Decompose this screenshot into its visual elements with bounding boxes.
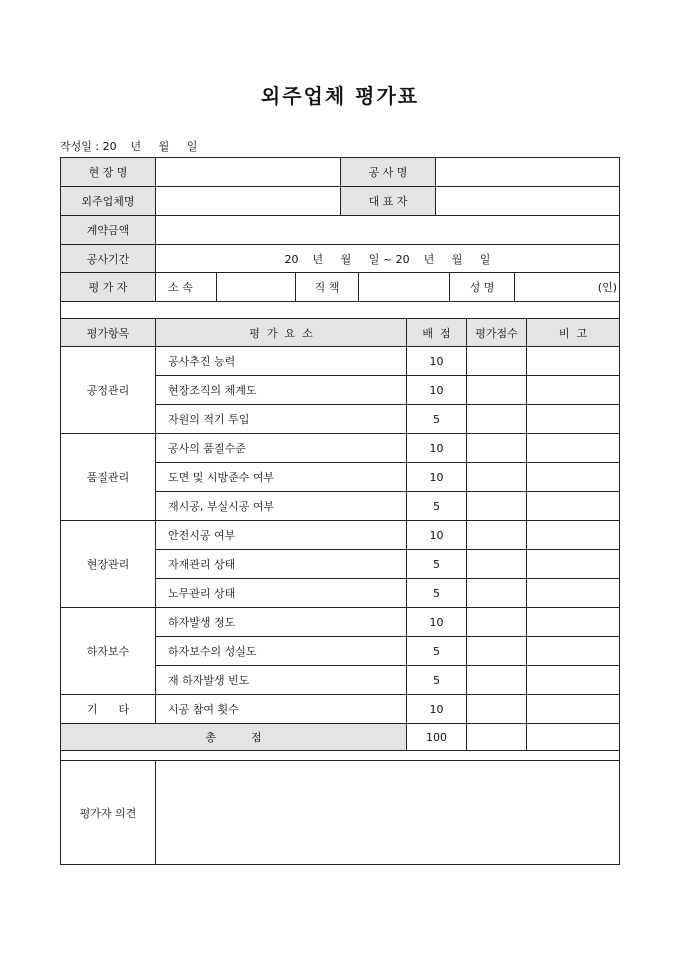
score-input[interactable] <box>466 665 527 695</box>
total-note-input[interactable] <box>526 723 620 751</box>
col-factor: 평 가 요 소 <box>155 318 407 347</box>
col-points: 배 점 <box>406 318 467 347</box>
score-input[interactable] <box>466 607 527 637</box>
score-input[interactable] <box>466 694 527 724</box>
factor-cell: 공사추진 능력 <box>155 346 407 376</box>
points-cell: 5 <box>406 549 467 579</box>
group-label: 하자보수 <box>60 607 156 695</box>
note-input[interactable] <box>526 607 620 637</box>
dept-input[interactable] <box>216 272 296 302</box>
amount-input[interactable] <box>155 215 620 245</box>
score-input[interactable] <box>466 346 527 376</box>
note-input[interactable] <box>526 694 620 724</box>
points-cell: 10 <box>406 346 467 376</box>
contractor-input[interactable] <box>155 186 341 216</box>
position-label: 직 책 <box>295 272 359 302</box>
score-input[interactable] <box>466 433 527 463</box>
date-label: 작성일 : 20 년 월 일 <box>60 140 198 153</box>
page-title: 외주업체 평가표 <box>260 84 420 108</box>
factor-cell: 현장조직의 체계도 <box>155 375 407 405</box>
site-input[interactable] <box>155 157 341 187</box>
dept-label: 소 속 <box>155 272 217 302</box>
points-cell: 10 <box>406 607 467 637</box>
group-label: 기 타 <box>60 694 156 724</box>
points-cell: 5 <box>406 636 467 666</box>
name-label: 성 명 <box>449 272 515 302</box>
position-input[interactable] <box>358 272 450 302</box>
factor-cell: 자재관리 상태 <box>155 549 407 579</box>
note-input[interactable] <box>526 578 620 608</box>
group-label: 현장관리 <box>60 520 156 608</box>
score-input[interactable] <box>466 549 527 579</box>
amount-label: 계약금액 <box>60 215 156 245</box>
project-input[interactable] <box>435 157 620 187</box>
seal-label[interactable]: (인) <box>514 272 620 302</box>
factor-cell: 공사의 품질수준 <box>155 433 407 463</box>
factor-cell: 안전시공 여부 <box>155 520 407 550</box>
factor-cell: 하자발생 정도 <box>155 607 407 637</box>
site-label: 현 장 명 <box>60 157 156 187</box>
note-input[interactable] <box>526 404 620 434</box>
col-note: 비 고 <box>526 318 620 347</box>
factor-cell: 노무관리 상태 <box>155 578 407 608</box>
group-label: 공정관리 <box>60 346 156 434</box>
note-input[interactable] <box>526 433 620 463</box>
points-cell: 5 <box>406 491 467 521</box>
rep-input[interactable] <box>435 186 620 216</box>
score-input[interactable] <box>466 491 527 521</box>
col-item: 평가항목 <box>60 318 156 347</box>
factor-cell: 도면 및 시방준수 여부 <box>155 462 407 492</box>
score-input[interactable] <box>466 462 527 492</box>
total-label: 총 점 <box>60 723 407 751</box>
factor-cell: 하자보수의 성실도 <box>155 636 407 666</box>
score-input[interactable] <box>466 636 527 666</box>
points-cell: 5 <box>406 665 467 695</box>
factor-cell: 시공 참여 횟수 <box>155 694 407 724</box>
factor-cell: 재시공, 부실시공 여부 <box>155 491 407 521</box>
note-input[interactable] <box>526 549 620 579</box>
points-cell: 10 <box>406 694 467 724</box>
points-cell: 10 <box>406 375 467 405</box>
total-score-input[interactable] <box>466 723 527 751</box>
note-input[interactable] <box>526 665 620 695</box>
score-input[interactable] <box>466 375 527 405</box>
note-input[interactable] <box>526 346 620 376</box>
note-input[interactable] <box>526 636 620 666</box>
col-score: 평가점수 <box>466 318 527 347</box>
note-input[interactable] <box>526 462 620 492</box>
project-label: 공 사 명 <box>340 157 436 187</box>
contractor-label: 외주업체명 <box>60 186 156 216</box>
score-input[interactable] <box>466 520 527 550</box>
period-label: 공사기간 <box>60 244 156 273</box>
points-cell: 10 <box>406 433 467 463</box>
period-value[interactable]: 20 년 월 일 ~ 20 년 월 일 <box>155 244 620 273</box>
points-cell: 5 <box>406 578 467 608</box>
opinion-label: 평가자 의견 <box>60 760 156 865</box>
factor-cell: 자원의 적기 투입 <box>155 404 407 434</box>
points-cell: 10 <box>406 462 467 492</box>
points-cell: 5 <box>406 404 467 434</box>
total-points: 100 <box>406 723 467 751</box>
spacer-row <box>60 301 620 319</box>
opinion-input[interactable] <box>155 760 620 865</box>
rep-label: 대 표 자 <box>340 186 436 216</box>
points-cell: 10 <box>406 520 467 550</box>
score-input[interactable] <box>466 578 527 608</box>
note-input[interactable] <box>526 375 620 405</box>
score-input[interactable] <box>466 404 527 434</box>
note-input[interactable] <box>526 520 620 550</box>
note-input[interactable] <box>526 491 620 521</box>
group-label: 품질관리 <box>60 433 156 521</box>
factor-cell: 재 하자발생 빈도 <box>155 665 407 695</box>
evaluator-label: 평 가 자 <box>60 272 156 302</box>
